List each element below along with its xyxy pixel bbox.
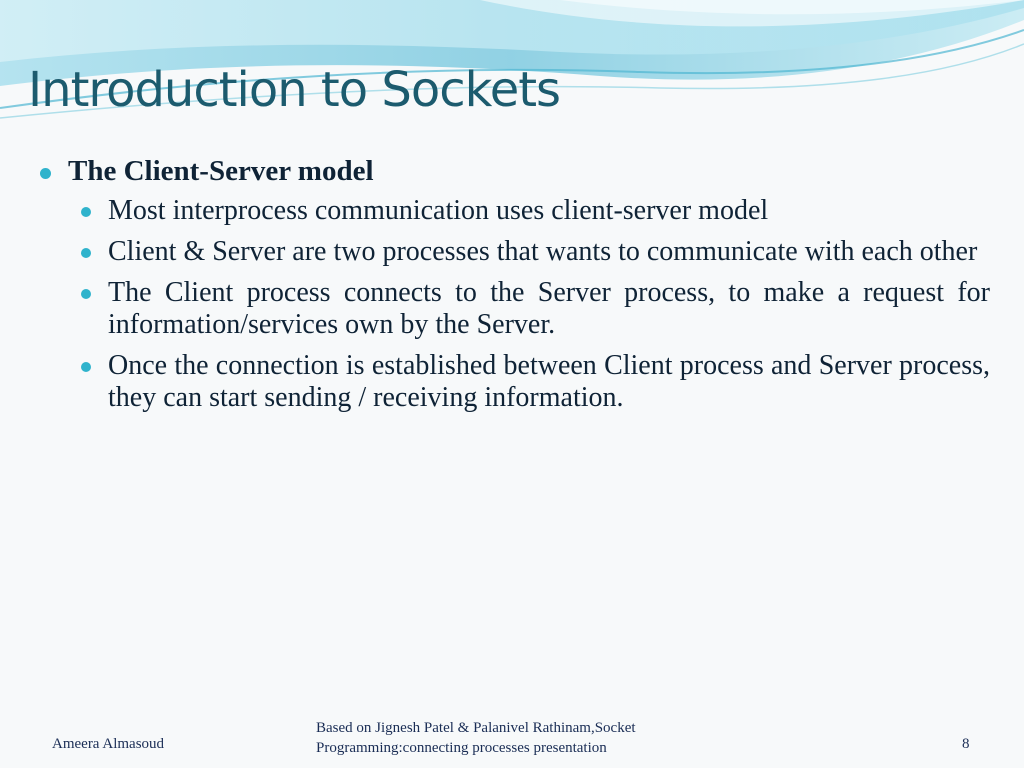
bullet-dot-icon [40, 168, 51, 179]
sub-bullet-text: The Client process connects to the Server process, to make a request for information/services own by the Server. [108, 276, 990, 340]
slide-title: Introduction to Sockets [28, 62, 561, 118]
sub-bullet-text: Once the connection is established between Client process and Server process, they can start sending / receiving information. [108, 349, 990, 413]
page-number: 8 [962, 736, 970, 752]
slide-content [28, 154, 990, 423]
footer-credit-line: Programming:connecting processes presentation [316, 740, 607, 756]
sub-bullet-item [108, 195, 990, 227]
bullet-heading [28, 154, 990, 189]
bullet-dot-icon [81, 248, 91, 258]
bullet-dot-icon [81, 362, 91, 372]
bullet-dot-icon [81, 289, 91, 299]
sub-bullet-list [28, 195, 990, 414]
footer-credit [316, 718, 636, 758]
footer-author: Ameera Almasoud [52, 736, 165, 752]
sub-bullet-text: Client & Server are two processes that wants to communicate with each other [108, 235, 978, 267]
sub-bullet-item [108, 350, 990, 414]
bullet-heading-text: The Client-Server model [68, 155, 374, 187]
footer-credit-line: Based on Jignesh Patel & Palanivel Rathinam,Socket [316, 720, 636, 736]
sub-bullet-item [108, 236, 990, 268]
bullet-dot-icon [81, 207, 91, 217]
sub-bullet-text: Most interprocess communication uses client-server model [108, 194, 769, 226]
sub-bullet-item [108, 277, 990, 341]
